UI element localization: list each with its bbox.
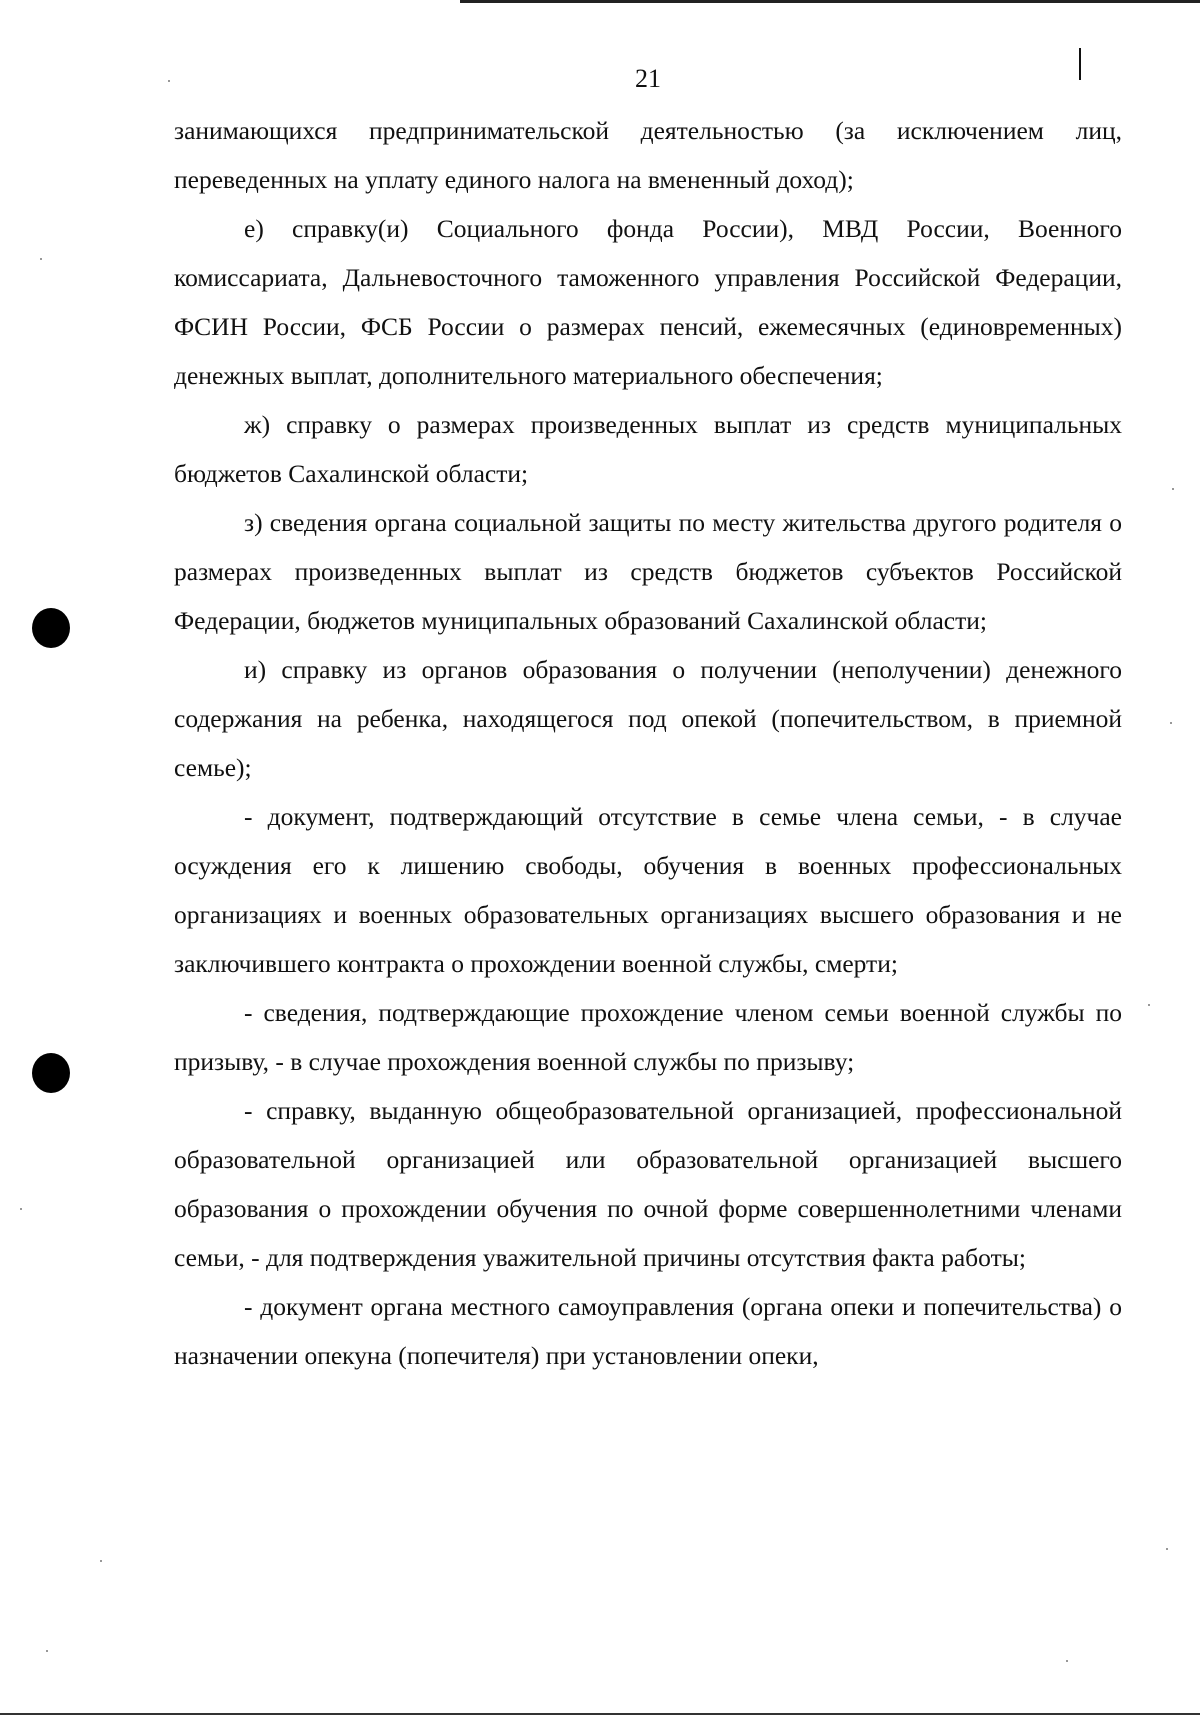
scan-speck [168, 80, 170, 82]
scan-speck [1172, 488, 1174, 490]
scan-speck [1170, 722, 1172, 724]
scan-speck [40, 258, 42, 260]
paragraph-item-i: и) справку из органов образования о получении (неполучении) денежного содержания на ребенка, находящегося под опекой (попечительством, в приемной семье); [174, 655, 1122, 782]
paragraph-item-e: е) справку(и) Социального фонда России), МВД России, Военного комиссариата, Дальневосточного таможенного управления Российской Федерации, ФСИН России, ФСБ России о размерах пенсий, ежемесячных (единовременных) денежных выплат, дополнительного материального обеспечения; [174, 214, 1122, 390]
paragraph-continuation: занимающихся предпринимательской деятельностью (за исключением лиц, переведенных на уплату единого налога на вмененный доход); [174, 116, 1122, 194]
scan-speck [46, 1650, 48, 1652]
paragraph-dash-military-service: - сведения, подтверждающие прохождение членом семьи военной службы по призыву, - в случае прохождения военной службы по призыву; [174, 998, 1122, 1076]
scan-speck [1066, 1660, 1068, 1662]
page-number: 21 [635, 64, 661, 93]
scan-speck [100, 1560, 102, 1562]
scan-speck [20, 1208, 22, 1210]
document-body [174, 106, 1122, 1380]
scan-speck [1148, 1004, 1150, 1006]
scan-speck [1166, 1548, 1168, 1550]
paragraph-item-z: з) сведения органа социальной защиты по месту жительства другого родителя о размерах произведенных выплат из средств бюджетов субъектов Российской Федерации, бюджетов муниципальных образований Сахалинской области; [174, 508, 1122, 635]
punch-hole [32, 1053, 70, 1093]
paragraph-dash-guardianship-document: - документ органа местного самоуправления (органа опеки и попечительства) о назначении опекуна (попечителя) при установлении опеки, [174, 1292, 1122, 1370]
punch-hole [32, 608, 70, 648]
paragraph-dash-education-certificate: - справку, выданную общеобразовательной организацией, профессиональной образовательной организацией или образовательной организацией высшего образования о прохождении обучения по очной форме совершеннолетними членами семьи, - для подтверждения уважительной причины отсутствия факта работы; [174, 1096, 1122, 1272]
paragraph-dash-absence-document: - документ, подтверждающий отсутствие в семье члена семьи, - в случае осуждения его к лишению свободы, обучения в военных профессиональных организациях и военных образовательных организациях высшего образования и не заключившего контракта о прохождении военной службы, смерти; [174, 802, 1122, 978]
bottom-edge-rule [0, 1713, 1200, 1715]
top-edge-rule [460, 0, 1200, 3]
paragraph-item-zh: ж) справку о размерах произведенных выплат из средств муниципальных бюджетов Сахалинской области; [174, 410, 1122, 488]
